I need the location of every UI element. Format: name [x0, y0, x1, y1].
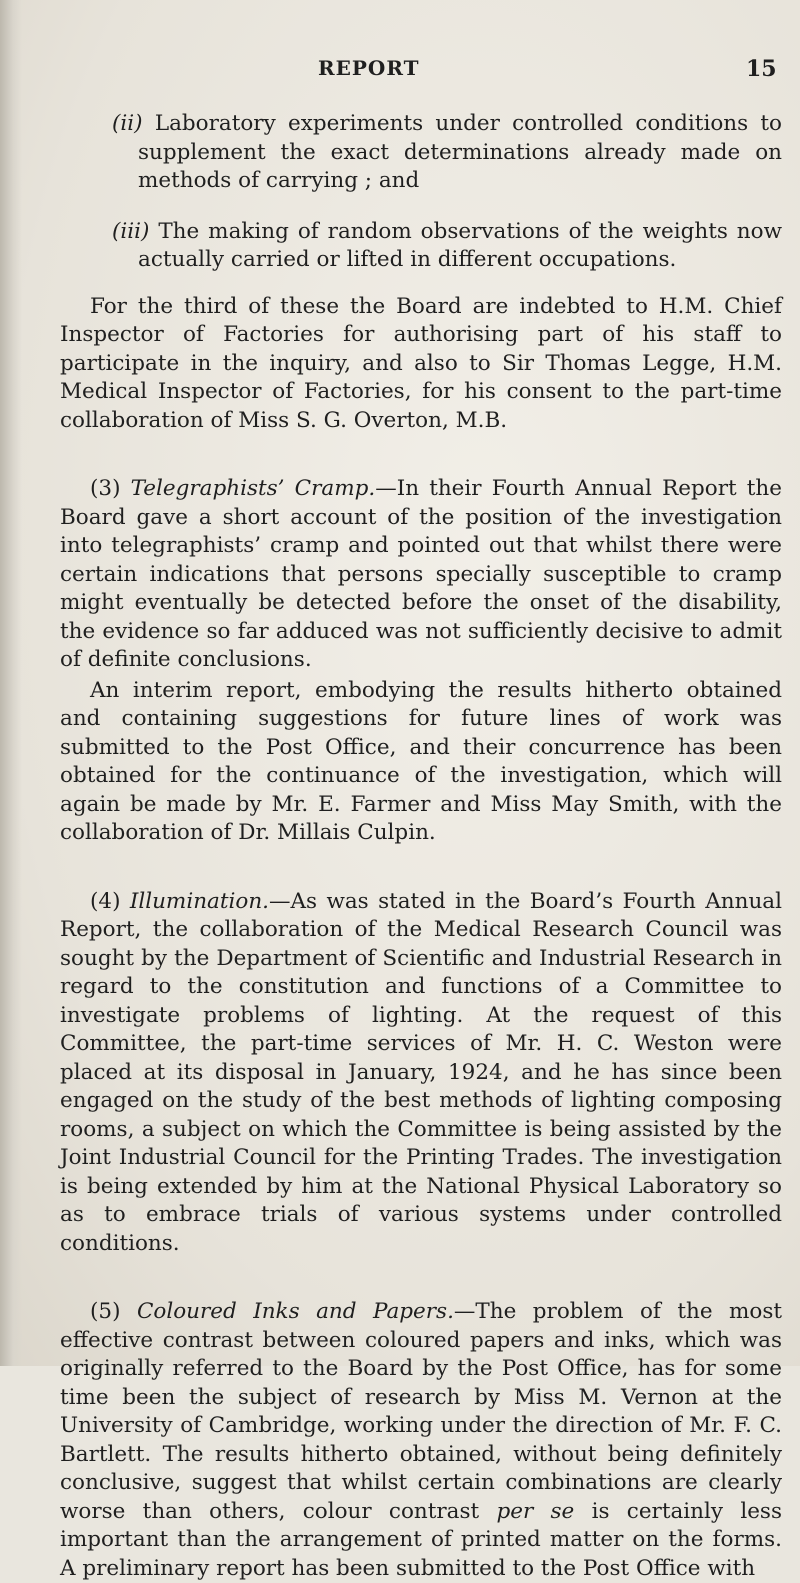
body-text: [60, 110, 782, 1583]
section-text: —In their Fourth Annual Report the Board gave a short account of the position of the investigation into telegraphists’ cramp and pointed out that whilst there were certain indications that persons specially susceptible to cramp might eventually be detected before the onset of the disability, the evidence so far adduced was not sufficiently decisive to admit of definite conclusions.: [60, 476, 782, 672]
item-marker: (ii): [112, 111, 143, 136]
item-text: Laboratory experiments under controlled conditions to supplement the exact determinations already made on methods of carrying ; and: [138, 111, 782, 193]
paragraph-coloured-inks: [60, 1298, 782, 1583]
list-item: [60, 110, 782, 196]
item-marker: (iii): [112, 218, 150, 244]
item-text: The making of random observations of the weights now actually carried or lifted in different occupations.: [138, 218, 782, 272]
section-number: (4): [90, 888, 121, 914]
paragraph-telegraphists-cramp: [60, 475, 782, 675]
running-title: REPORT: [318, 56, 420, 80]
paragraph-illumination: [60, 888, 782, 1259]
italic-phrase: per se: [496, 1498, 575, 1524]
section-text-continued: is certainly less important than the arrangement of printed matter on the forms. A preliminary report has been submitted to the Post Office with: [60, 1498, 782, 1581]
section-heading: Coloured Inks and Papers.: [136, 1299, 454, 1324]
section-heading: Illumination.: [129, 888, 270, 914]
page-edge-shadow: [0, 0, 22, 1366]
list-item: [60, 218, 782, 275]
section-number: (5): [90, 1299, 121, 1324]
section-number: (3): [90, 476, 121, 501]
page-header: [0, 56, 800, 92]
section-text: —The problem of the most effective contrast between coloured papers and inks, which was originally referred to the Board by the Post Office, has for some time been the subject of research by Miss M. Vernon at the University of Cambridge, working under the direction of Mr. F. C. Bartlett. The results hitherto obtained, without being definitely conclusive, suggest that whilst certain combinations are clearly worse than others, colour contrast: [60, 1299, 783, 1524]
paragraph-interim-report: An interim report, embodying the results hitherto obtained and containing suggestions for future lines of work was submitted to the Post Office, and their concurrence has been obtained for the continuance of the investigation, which will again be made by Mr. E. Farmer and Miss May Smith, with the collaboration of Dr. Millais Culpin.: [60, 677, 782, 845]
section-heading: Telegraphists’ Cramp.: [130, 476, 376, 501]
section-text: —As was stated in the Board’s Fourth Annual Report, the collaboration of the Medical Research Council was sought by the Department of Scientific and Industrial Research in regard to the constitution and functions of a Committee to investigate problems of lighting. At the request of this Committee, the part-time services of Mr. H. C. Weston were placed at its disposal in January, 1924, and he has since been engaged on the study of the best methods of lighting composing rooms, a subject on which the Committee is being assisted by the Joint Industrial Council for the Printing Trades. The investigation is being extended by him at the National Physical Laboratory so as to embrace trials of various systems under controlled conditions.: [60, 888, 782, 1256]
paragraph-third-inquiry: For the third of these the Board are indebted to H.M. Chief Inspector of Factories for authorising part of his staff to participate in the inquiry, and also to Sir Thomas Legge, H.M. Medical Inspector of Factories, for his consent to the part-time collaboration of Miss S. G. Overton, M.B.: [60, 293, 782, 433]
page-number: 15: [746, 56, 777, 82]
